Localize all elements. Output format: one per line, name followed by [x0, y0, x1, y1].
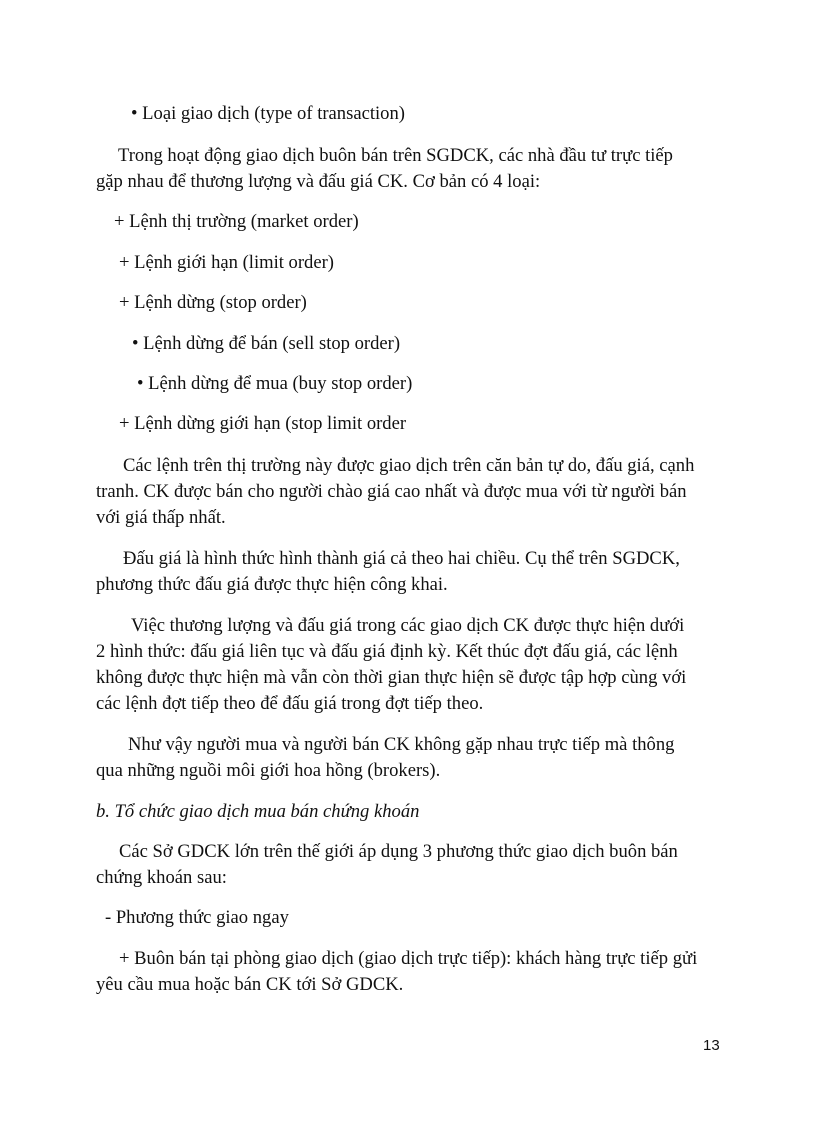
paragraph-line: Như vậy người mua và người bán CK không gặp nhau trực tiếp mà thông: [128, 734, 675, 755]
paragraph-line: Các Sở GDCK lớn trên thế giới áp dụng 3 phương thức giao dịch buôn bán: [119, 841, 678, 862]
paragraph-line: + Buôn bán tại phòng giao dịch (giao dịch trực tiếp): khách hàng trực tiếp gửi: [119, 948, 698, 969]
paragraph-line: yêu cầu mua hoặc bán CK tới Sở GDCK.: [96, 974, 404, 995]
list-item-sell-stop-order: • Lệnh dừng để bán (sell stop order): [132, 333, 401, 354]
paragraph-line: qua những nguồi môi giới hoa hồng (brokers).: [96, 760, 441, 781]
paragraph-line: phương thức đấu giá được thực hiện công khai.: [96, 574, 448, 595]
section-heading: b. Tổ chức giao dịch mua bán chứng khoán: [96, 801, 420, 822]
list-item-spot-method: - Phương thức giao ngay: [105, 907, 289, 928]
paragraph-line: Việc thương lượng và đấu giá trong các giao dịch CK được thực hiện dưới: [131, 615, 685, 636]
list-item-market-order: + Lệnh thị trường (market order): [114, 211, 359, 232]
list-item-stop-order: + Lệnh dừng (stop order): [119, 292, 307, 313]
paragraph-line: 2 hình thức: đấu giá liên tục và đấu giá định kỳ. Kết thúc đợt đấu giá, các lệnh: [96, 641, 678, 662]
list-item-buy-stop-order: • Lệnh dừng để mua (buy stop order): [137, 373, 413, 394]
paragraph-line: chứng khoán sau:: [96, 867, 227, 888]
paragraph-line: không được thực hiện mà vẫn còn thời gian thực hiện sẽ được tập hợp cùng với: [96, 667, 687, 688]
paragraph-line: với giá thấp nhất.: [96, 507, 226, 528]
bullet-line-transaction-type: • Loại giao dịch (type of transaction): [131, 103, 405, 124]
paragraph-line: Trong hoạt động giao dịch buôn bán trên SGDCK, các nhà đầu tư trực tiếp: [118, 145, 673, 166]
list-item-stop-limit-order: + Lệnh dừng giới hạn (stop limit order: [119, 413, 407, 434]
paragraph-line: Đấu giá là hình thức hình thành giá cả theo hai chiều. Cụ thể trên SGDCK,: [123, 548, 680, 569]
list-item-limit-order: + Lệnh giới hạn (limit order): [119, 252, 334, 273]
page-number: 13: [703, 1037, 720, 1054]
paragraph-line: tranh. CK được bán cho người chào giá cao nhất và được mua với từ người bán: [96, 481, 687, 502]
paragraph-line: gặp nhau để thương lượng và đấu giá CK. Cơ bản có 4 loại:: [96, 171, 541, 192]
paragraph-line: Các lệnh trên thị trường này được giao dịch trên căn bản tự do, đấu giá, cạnh: [123, 455, 695, 476]
paragraph-line: các lệnh đợt tiếp theo để đấu giá trong đợt tiếp theo.: [96, 693, 484, 714]
